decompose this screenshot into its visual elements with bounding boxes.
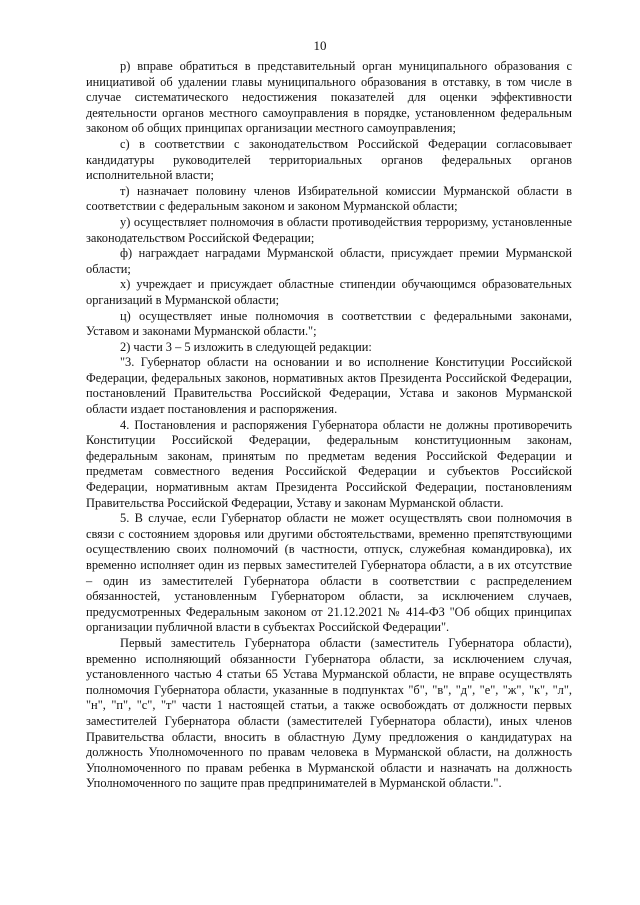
paragraph-item-ts: ц) осуществляет иные полномочия в соответствии с федеральными законами, Уставом и законами Мурманской области."; (86, 308, 572, 339)
paragraph-item-u: у) осуществляет полномочия в области противодействия терроризму, установленные законодательством Российской Федерации; (86, 214, 572, 245)
paragraph-part-3: "3. Губернатор области на основании и во исполнение Конституции Российской Федерации, федеральных законов, нормативных актов Президента Российской Федерации, постановлений Правительства Российской Федерации, Устава и законов Мурманской области издает постановления и распоряжения. (86, 355, 572, 417)
paragraph-item-s: с) в соответствии с законодательством Российской Федерации согласовывает кандидатуры руководителей территориальных органов федеральных органов исполнительной власти; (86, 136, 572, 183)
document-body (86, 59, 572, 792)
paragraph-part-4: 4. Постановления и распоряжения Губернатора области не должны противоречить Конституции Российской Федерации, федеральным конституционным законам, федеральным законам, принятым по предметам ведения Российской Федерации и предметам совместного ведения Российской Федерации и субъектов Российской Федерации, нормативным актам Президента Российской Федерации, постановлениям Правительства Российской Федерации, Уставу и законам Мурманской области. (86, 417, 572, 510)
paragraph-part-5-continued: Первый заместитель Губернатора области (заместитель Губернатора области), временно исполняющий обязанности Губернатора области, за исключением случая, установленного частью 4 статьи 65 Устава Мурманской области, не вправе осуществлять полномочия Губернатора области, указанные в подпунктах "б", "в", "д", "е", "ж", "к", "л", "н", "п", "с", "т" части 1 настоящей статьи, а также освобождать от должности первых заместителей Губернатора области (заместителей Губернатора области), иных членов Правительства области, вносить в областную Думу предложения о кандидатурах на должность Уполномоченного по правам человека в Мурманской области, на должность Уполномоченного по правам ребенка в Мурманской области и назначать на должность Уполномоченного по защите прав предпринимателей в Мурманской области.". (86, 635, 572, 791)
paragraph-amendment-2: 2) части 3 – 5 изложить в следующей редакции: (120, 339, 372, 354)
paragraph-item-t: т) назначает половину членов Избирательной комиссии Мурманской области в соответствии с федеральным законом и законом Мурманской области; (86, 183, 572, 214)
paragraph-item-r: р) вправе обратиться в представительный орган муниципального образования с инициативой об удалении главы муниципального образования в отставку, в том числе в случае систематического недостижения показателей для оценки эффективности деятельности органов местного самоуправления в порядке, установленном федеральным законом об общих принципах организации местного самоуправления; (86, 59, 572, 136)
paragraph-item-f: ф) награждает наградами Мурманской области, присуждает премии Мурманской области; (86, 246, 572, 276)
paragraph-item-kh: х) учреждает и присуждает областные стипендии обучающимся образовательных организаций в Мурманской области; (86, 277, 572, 307)
page-number: 10 (313, 38, 327, 53)
paragraph-part-5: 5. В случае, если Губернатор области не может осуществлять свои полномочия в связи с состоянием здоровья или другими обстоятельствами, временно препятствующими осуществлению своих полномочий (в частности, отпуск, служебная командировка), их временно исполняет один из первых заместителей Губернатора области, а в их отсутствие – один из заместителей Губернатора области в соответствии с распределением обязанностей, установленным Губернатором области, за исключением случаев, предусмотренных Федеральным законом от 21.12.2021 № 414-ФЗ "Об общих принципах организации публичной власти в субъектах Российской Федерации". (86, 511, 572, 635)
